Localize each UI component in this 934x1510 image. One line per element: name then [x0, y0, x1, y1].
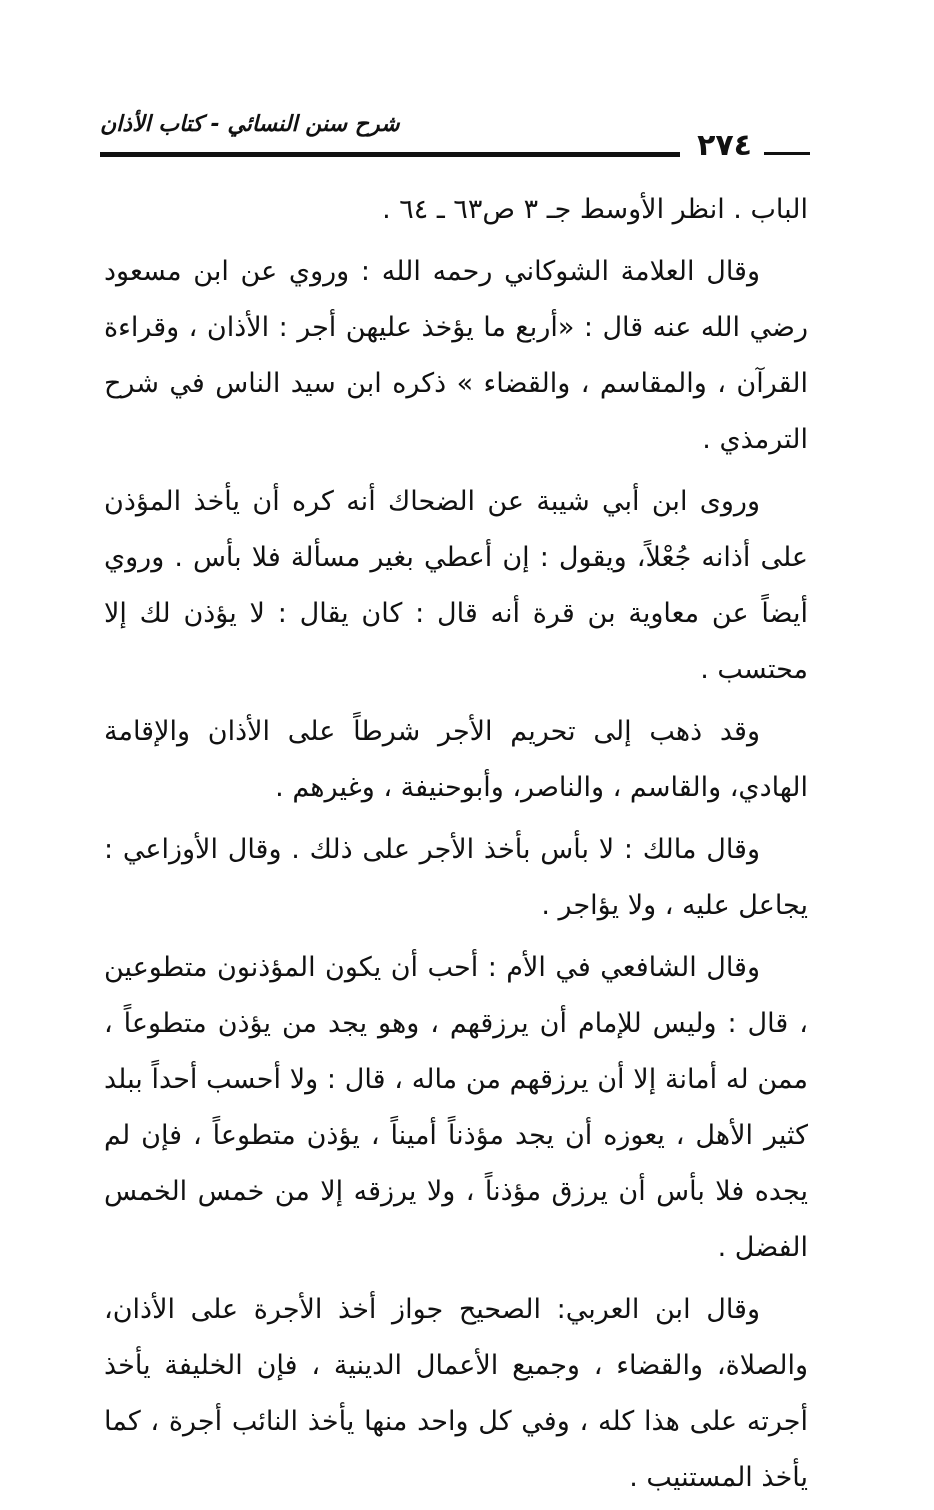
paragraph-5: وقال مالك : لا بأس بأخذ الأجر على ذلك . وقال الأوزاعي : يجاعل عليه ، ولا يؤاجر .: [104, 834, 808, 921]
paragraph-7: وقال ابن العربي: الصحيح جواز أخذ الأجرة على الأذان، والصلاة، والقضاء ، وجميع الأعمال الدينية ، فإن الخليفة يأخذ أجرته على هذا كله ، وفي كل واحد منها يأخذ النائب أجرة ، كما يأخذ المستنيب .: [104, 1294, 808, 1493]
page-number-dash: [764, 152, 810, 155]
paragraph-6: وقال الشافعي في الأم : أحب أن يكون المؤذنون متطوعين ، قال : وليس للإمام أن يرزقهم ، وهو يجد من يؤذن متطوعاً ، ممن له أمانة إلا أن يرزقهم من ماله ، قال : ولا أحسب أحداً ببلد كثير الأهل ، يعوزه أن يجد مؤذناً أميناً ، يؤذن متطوعاً ، فإن لم يجده فلا بأس أن يرزق مؤذناً ، ولا يرزقه إلا من خمس الخمس الفضل .: [104, 952, 808, 1263]
paragraph-4: وقد ذهب إلى تحريم الأجر شرطاً على الأذان والإقامة الهادي، والقاسم ، والناصر، وأبوحنيفة ، وغيرهم .: [104, 716, 808, 803]
paragraph-2: وقال العلامة الشوكاني رحمه الله : وروي عن ابن مسعود رضي الله عنه قال : «أربع ما يؤخذ عليهن أجر : الأذان ، وقراءة القرآن ، والمقاسم ، والقضاء » ذكره ابن سيد الناس في شرح الترمذي .: [104, 256, 808, 455]
paragraph-1: الباب . انظر الأوسط جـ ٣ ص٦٣ ـ ٦٤ .: [382, 194, 808, 225]
page-header: [100, 108, 810, 168]
running-title: شرح سنن النسائي - كتاب الأذان: [100, 112, 400, 137]
paragraph-3: وروى ابن أبي شيبة عن الضحاك أنه كره أن يأخذ المؤذن على أذانه جُعْلاً، ويقول : إن أعطي بغير مسألة فلا بأس . وروي أيضاً عن معاوية بن قرة أنه قال : كان يقال : لا يؤذن لك إلا محتسب .: [104, 486, 808, 685]
body-text: [104, 182, 808, 1510]
page-number: ٢٧٤: [697, 128, 752, 163]
header-rule: [100, 152, 680, 157]
